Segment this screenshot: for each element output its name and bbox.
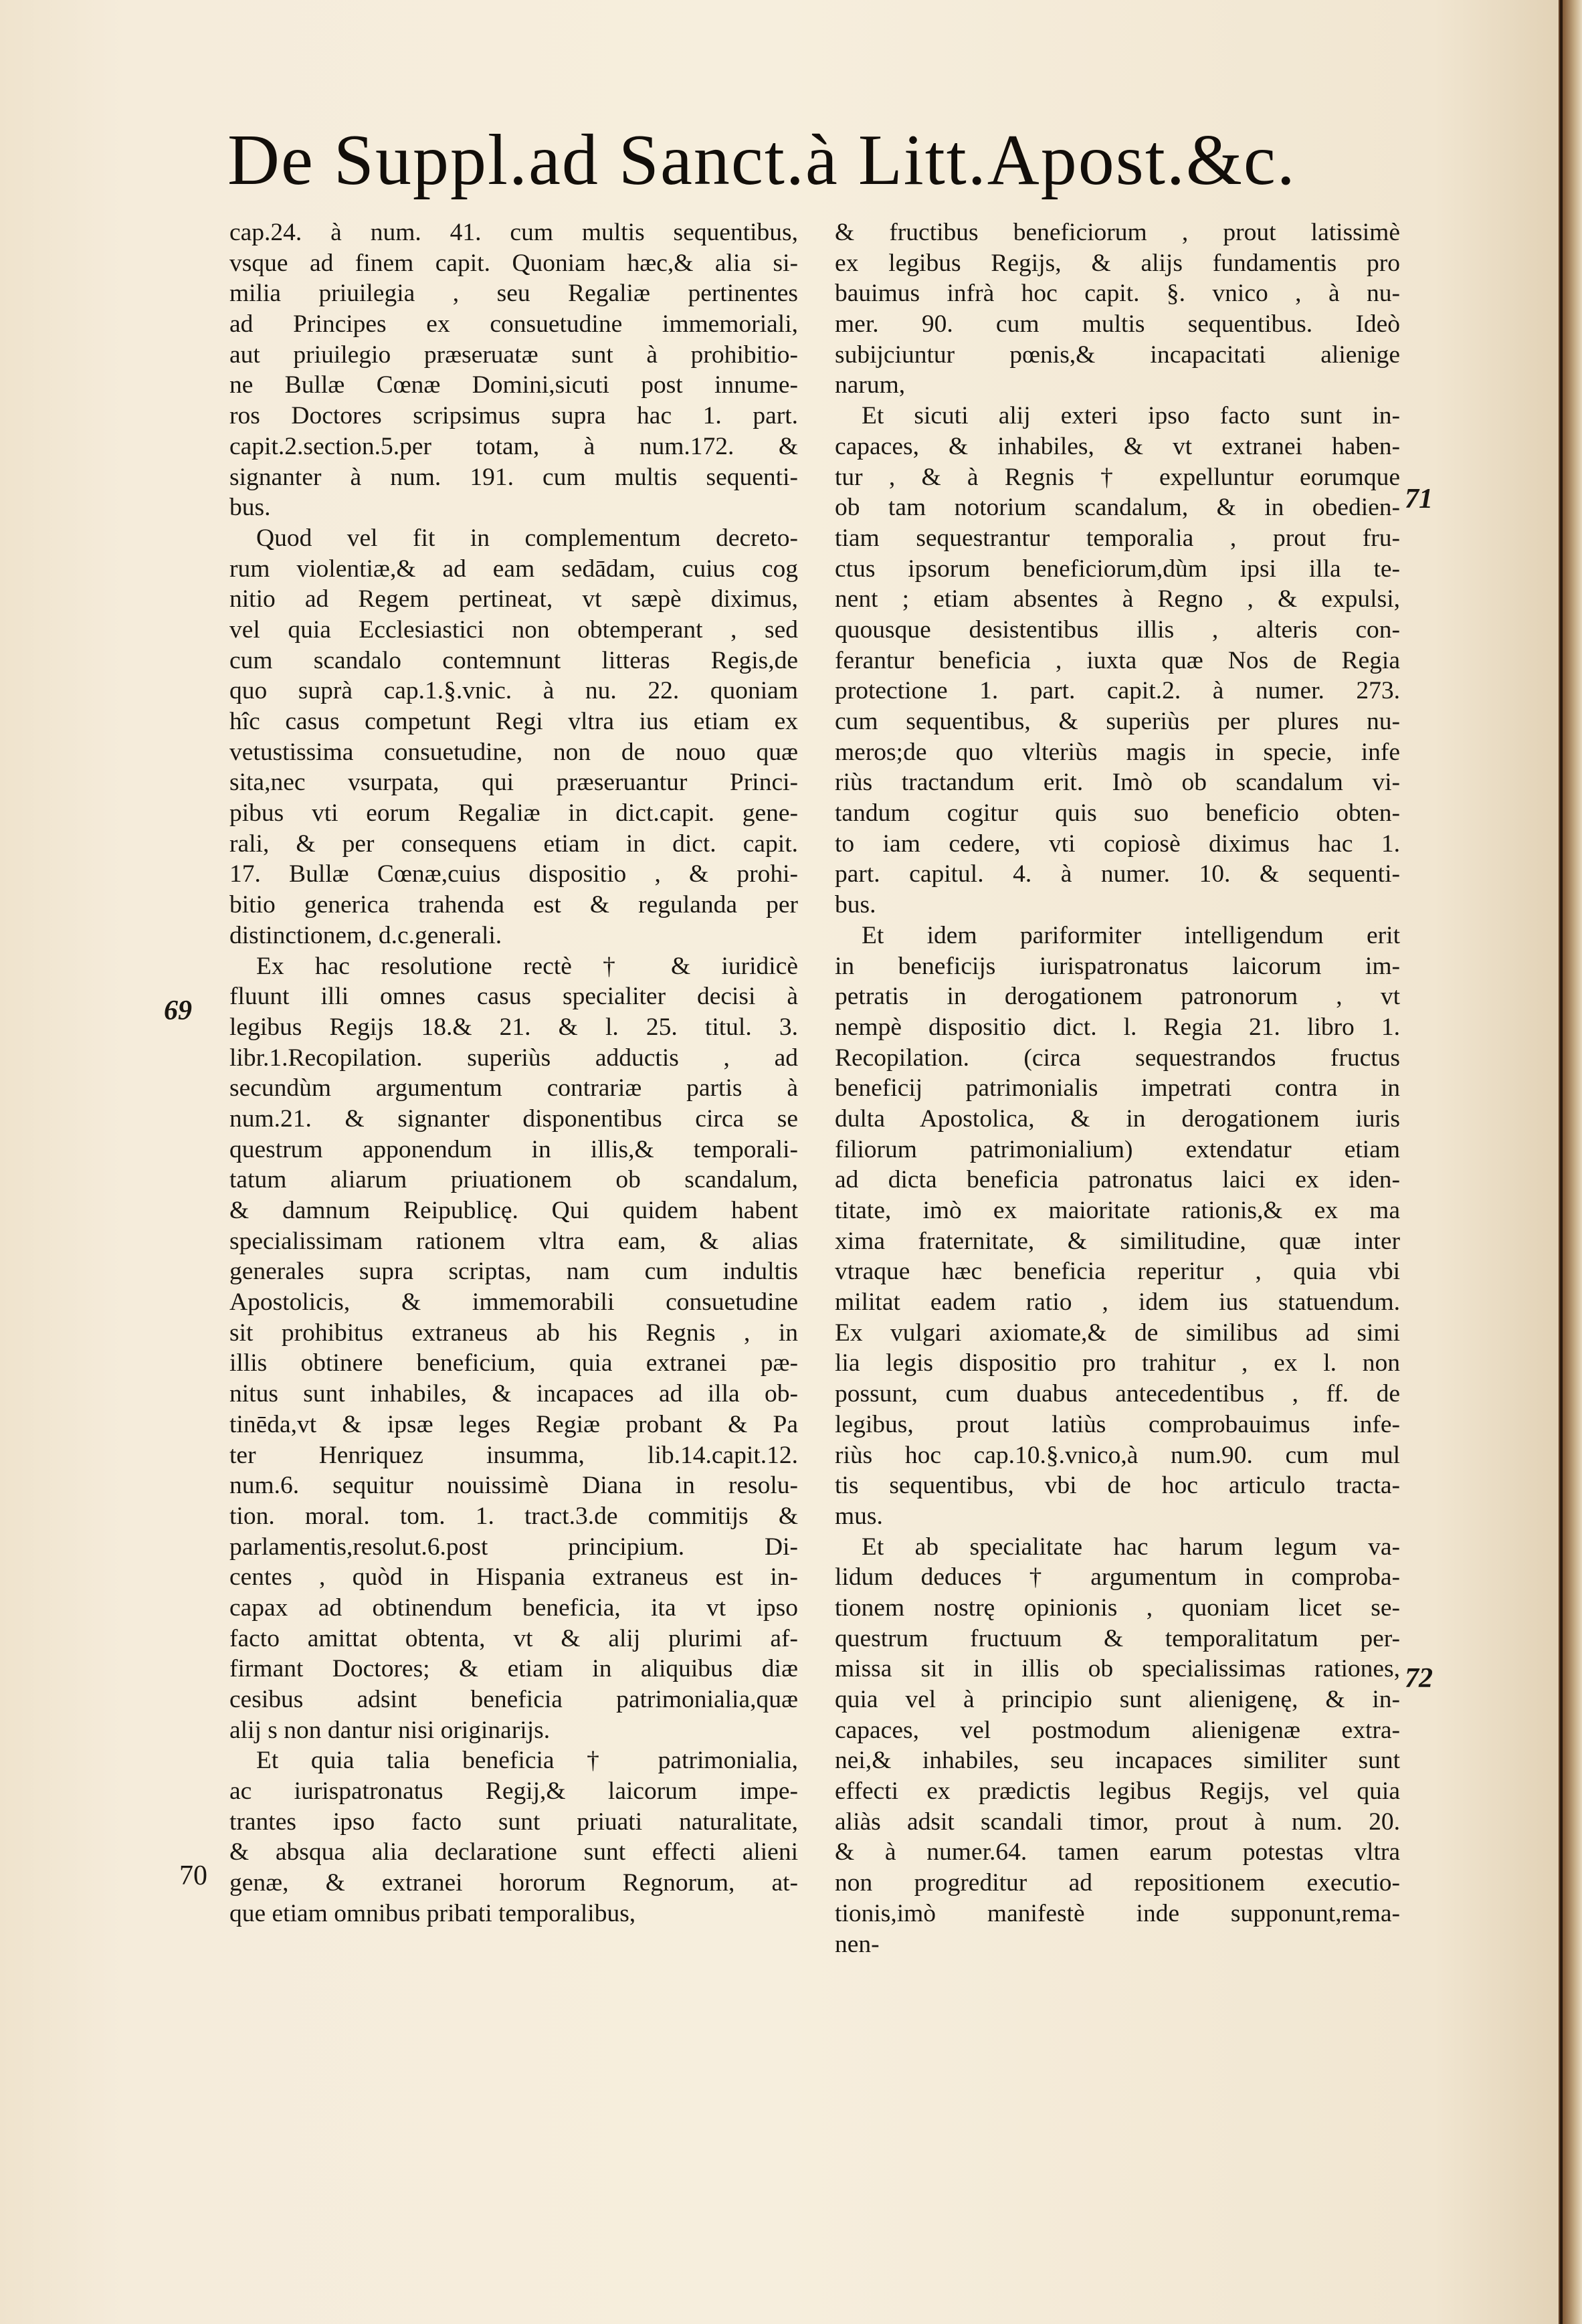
text-line: tur , & à Regnis † expelluntur eorumque xyxy=(835,463,1400,491)
text-line: capaces, & inhabiles, & vt extranei haben- xyxy=(835,432,1400,460)
running-header: De Suppl.ad Sanct.à Litt.Apost.&c. xyxy=(227,120,1296,200)
text-line: ctus ipsorum beneficiorum,dùm ipsi illa te- xyxy=(835,555,1400,583)
text-line: & damnum Reipublicę. Qui quidem habent xyxy=(229,1197,798,1224)
text-line: cap.24. à num. 41. cum multis sequentibus, xyxy=(229,219,798,246)
text-line: tion. moral. tom. 1. tract.3.de commitijs & xyxy=(229,1502,798,1530)
text-line: vetustissima consuetudine, non de nouo quæ xyxy=(229,738,798,766)
text-line: Recopilation. (circa sequestrandos fructus xyxy=(835,1044,1400,1072)
text-line: facto amittat obtenta, vt & alij plurimi af- xyxy=(229,1624,798,1652)
text-line: militat eadem ratio , idem ius statuendum. xyxy=(835,1288,1400,1317)
text-line: trantes ipso facto sunt priuati naturalitate, xyxy=(229,1808,798,1836)
text-line: ac iurispatronatus Regij,& laicorum impe- xyxy=(229,1777,798,1806)
text-line: filiorum patrimonialium) extendatur etiam xyxy=(835,1135,1400,1163)
text-line: tionis,imò manifestè inde supponunt,rema- xyxy=(835,1899,1400,1927)
text-line: Et sicuti alij exteri ipso facto sunt in- xyxy=(862,402,1400,430)
text-line: num.21. & signanter disponentibus circa se xyxy=(229,1104,798,1133)
text-line: narum, xyxy=(835,371,906,399)
text-line: Et quia talia beneficia † patrimonialia, xyxy=(256,1747,798,1775)
text-line: questrum apponendum in illis,& temporali- xyxy=(229,1135,798,1163)
text-line: quousque desistentibus illis , alteris con- xyxy=(835,615,1400,644)
text-line: Et idem pariformiter intelligendum erit xyxy=(862,921,1400,949)
text-line: sit prohibitus extraneus ab his Regnis , in xyxy=(229,1319,798,1347)
text-line: generales supra scriptas, nam cum indultis xyxy=(229,1258,798,1286)
text-line: tis sequentibus, vbi de hoc articulo tracta- xyxy=(835,1472,1400,1500)
text-line: legibus Regijs 18.& 21. & l. 25. titul. 3. xyxy=(229,1013,798,1041)
text-line: milia priuilegia , seu Regaliæ pertinentes xyxy=(229,280,798,308)
text-line: tandum cogitur quis suo beneficio obten- xyxy=(835,799,1400,828)
text-line: parlamentis,resolut.6.post principium. Di- xyxy=(229,1533,798,1561)
text-line: lia legis dispositio pro trahitur , ex l. non xyxy=(835,1349,1400,1377)
margin-number-69: 69 xyxy=(164,995,192,1026)
text-line: & absqua alia declaratione sunt effecti alieni xyxy=(229,1838,798,1866)
text-line: quo suprà cap.1.§.vnic. à nu. 22. quoniam xyxy=(229,677,798,705)
page-binding-edge xyxy=(1559,0,1582,2324)
text-line: bitio generica trahenda est & regulanda per xyxy=(229,891,798,919)
right-text-column xyxy=(835,217,1400,1959)
text-line: num.6. sequitur nouissimè Diana in resolu- xyxy=(229,1472,798,1500)
text-line: aut priuilegio præseruatæ sunt à prohibitio- xyxy=(229,341,798,369)
text-line: Ex hac resolutione rectè † & iuridicè xyxy=(256,952,798,980)
text-line: non progreditur ad repositionem executio- xyxy=(835,1869,1400,1897)
text-line: capit.2.section.5.per totam, à num.172. & xyxy=(229,432,798,460)
margin-number-72: 72 xyxy=(1405,1663,1433,1694)
text-line: fluunt illi omnes casus specialiter decisi à xyxy=(229,983,798,1011)
text-line: bus. xyxy=(229,494,271,522)
text-line: signanter à num. 191. cum multis sequenti- xyxy=(229,463,798,491)
text-line: possunt, cum duabus antecedentibus , ff. de xyxy=(835,1380,1400,1408)
text-line: 17. Bullæ Cœnæ,cuius dispositio , & prohi- xyxy=(229,860,798,888)
text-line: que etiam omnibus pribati temporalibus, xyxy=(229,1899,636,1927)
text-line: genæ, & extranei hororum Regnorum, at- xyxy=(229,1869,798,1897)
text-line: tatum aliarum priuationem ob scandalum, xyxy=(229,1166,798,1194)
text-line: ad dicta beneficia patronatus laici ex iden- xyxy=(835,1166,1400,1194)
text-line: ros Doctores scripsimus supra hac 1. part. xyxy=(229,402,798,430)
text-line: ad Principes ex consuetudine immemoriali, xyxy=(229,310,798,338)
text-line: missa sit in illis ob specialissimas rationes, xyxy=(835,1655,1400,1683)
text-line: ne Bullæ Cœnæ Domini,sicuti post innume- xyxy=(229,371,798,399)
text-line: ferantur beneficia , iuxta quæ Nos de Regia xyxy=(835,646,1400,674)
text-line: subijciuntur pœnis,& incapacitati alienige xyxy=(835,341,1400,369)
text-line: cum sequentibus, & superiùs per plures nu- xyxy=(835,708,1400,735)
text-line: quia vel à principio sunt alienigenę, & in- xyxy=(835,1686,1400,1713)
text-line: specialissimam rationem vltra eam, & alias xyxy=(229,1227,798,1255)
text-line: ob tam notorium scandalum, & in obedien- xyxy=(835,494,1400,522)
text-line: Ex vulgari axiomate,& de similibus ad simi xyxy=(835,1319,1400,1347)
text-line: & à numer.64. tamen earum potestas vltra xyxy=(835,1838,1400,1866)
text-line: dulta Apostolica, & in derogationem iuris xyxy=(835,1104,1400,1133)
text-line: rum violentiæ,& ad eam sedādam, cuius cog xyxy=(229,555,798,583)
text-line: legibus, prout latiùs comprobauimus infe- xyxy=(835,1410,1400,1438)
text-line: firmant Doctores; & etiam in aliquibus diæ xyxy=(229,1655,798,1683)
text-line: ter Henriquez insumma, lib.14.capit.12. xyxy=(229,1441,798,1469)
text-line: questrum fructuum & temporalitatum per- xyxy=(835,1624,1400,1652)
text-line: libr.1.Recopilation. superiùs adductis , ad xyxy=(229,1044,798,1072)
text-line: capaces, vel postmodum alienigenæ extra- xyxy=(835,1716,1400,1744)
text-line: riùs hoc cap.10.§.vnico,à num.90. cum mul xyxy=(835,1441,1400,1469)
text-line: tionem nostrę opinionis , quoniam licet se- xyxy=(835,1593,1400,1622)
text-line: nen- xyxy=(835,1930,880,1958)
text-line: xima fraternitate, & similitudine, quæ inter xyxy=(835,1227,1400,1255)
text-line: beneficij patrimonialis impetrati contra in xyxy=(835,1074,1400,1102)
text-line: nei,& inhabiles, seu incapaces similiter sunt xyxy=(835,1747,1400,1775)
text-line: nent ; etiam absentes à Regno , & expulsi, xyxy=(835,585,1400,613)
text-line: lidum deduces † argumentum in comproba- xyxy=(835,1563,1400,1591)
text-line: Apostolicis, & immemorabili consuetudine xyxy=(229,1288,798,1317)
text-line: cesibus adsint beneficia patrimonialia,quæ xyxy=(229,1686,798,1713)
text-line: cum scandalo contemnunt litteras Regis,de xyxy=(229,646,798,674)
text-line: ex legibus Regijs, & alijs fundamentis pro xyxy=(835,249,1400,277)
text-line: tinēda,vt & ipsæ leges Regiæ probant & Pa xyxy=(229,1410,798,1438)
text-line: nitio ad Regem pertineat, vt sæpè diximus, xyxy=(229,585,798,613)
text-line: tiam sequestrantur temporalia , prout fru- xyxy=(835,524,1400,552)
text-line: sita,nec vsurpata, qui præseruantur Princi- xyxy=(229,769,798,797)
text-line: distinctionem, d.c.generali. xyxy=(229,921,502,949)
text-line: pibus vti eorum Regaliæ in dict.capit. gene- xyxy=(229,799,798,828)
left-text-column xyxy=(229,217,798,1929)
text-line: vel quia Ecclesiastici non obtemperant , sed xyxy=(229,615,798,644)
margin-number-71: 71 xyxy=(1405,484,1433,514)
text-line: riùs tractandum erit. Imò ob scandalum vi- xyxy=(835,769,1400,797)
text-line: meros;de quo vlteriùs magis in specie, infe xyxy=(835,738,1400,766)
text-line: vtraque hæc beneficia reperitur , quia vbi xyxy=(835,1258,1400,1286)
text-line: alij s non dantur nisi originarijs. xyxy=(229,1716,551,1744)
text-line: illis obtinere beneficium, quia extranei pæ- xyxy=(229,1349,798,1377)
text-line: & fructibus beneficiorum , prout latissimè xyxy=(835,219,1400,246)
text-line: hîc casus competunt Regi vltra ius etiam ex xyxy=(229,708,798,735)
text-line: bauimus infrà hoc capit. §. vnico , à nu- xyxy=(835,280,1400,308)
text-line: titate, imò ex maioritate rationis,& ex ma xyxy=(835,1197,1400,1224)
text-line: bus. xyxy=(835,891,876,919)
text-line: capax ad obtinendum beneficia, ita vt ipso xyxy=(229,1593,798,1622)
text-line: mus. xyxy=(835,1502,883,1530)
text-line: Et ab specialitate hac harum legum va- xyxy=(862,1533,1400,1561)
text-line: Quod vel fit in complementum decreto- xyxy=(256,524,798,552)
text-line: aliàs adsit scandali timor, prout à num. 20. xyxy=(835,1808,1400,1836)
text-line: nempè dispositio dict. l. Regia 21. libro 1. xyxy=(835,1013,1400,1041)
margin-number-70: 70 xyxy=(179,1860,207,1891)
text-line: mer. 90. cum multis sequentibus. Ideò xyxy=(835,310,1400,338)
text-line: petratis in derogationem patronorum , vt xyxy=(835,983,1400,1011)
text-line: rali, & per consequens etiam in dict. capit. xyxy=(229,830,798,858)
text-line: effecti ex prædictis legibus Regijs, vel quia xyxy=(835,1777,1400,1806)
text-line: in beneficijs iurispatronatus laicorum im- xyxy=(835,952,1400,980)
text-line: centes , quòd in Hispania extraneus est in- xyxy=(229,1563,798,1591)
text-line: to iam cedere, vti copiosè diximus hac 1. xyxy=(835,830,1400,858)
text-line: vsque ad finem capit. Quoniam hæc,& alia si- xyxy=(229,249,798,277)
text-line: part. capitul. 4. à numer. 10. & sequenti- xyxy=(835,860,1400,888)
text-line: protectione 1. part. capit.2. à numer. 273. xyxy=(835,677,1400,705)
text-line: nitus sunt inhabiles, & incapaces ad illa ob- xyxy=(229,1380,798,1408)
text-line: secundùm argumentum contrariæ partis à xyxy=(229,1074,798,1102)
